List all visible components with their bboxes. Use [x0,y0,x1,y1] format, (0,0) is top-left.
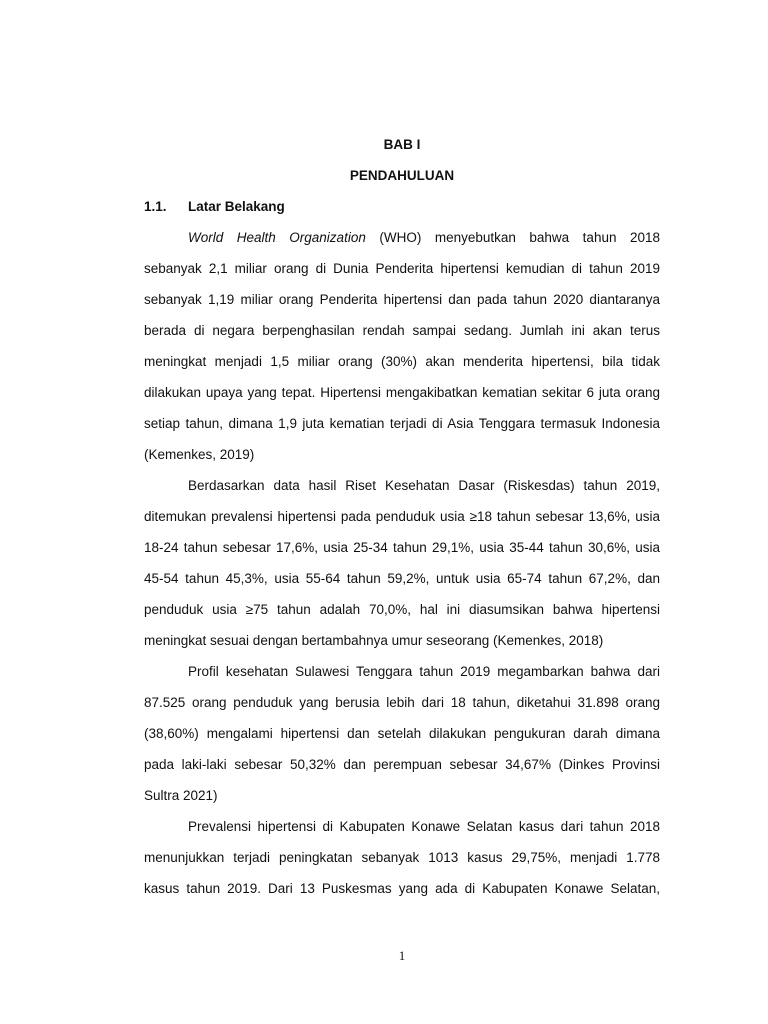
section-heading [144,199,285,215]
paragraph-1-line-2: sebanyak 2,1 miliar orang di Dunia Penderita hipertensi kemudian di tahun 2019 [144,261,660,276]
paragraph-2-line-5: penduduk usia ≥75 tahun adalah 70,0%, hal ini diasumsikan bahwa hipertensi [144,602,660,617]
paragraph-3-line-1: Profil kesehatan Sulawesi Tenggara tahun 2019 megambarkan bahwa dari [188,664,660,679]
chapter-label: BAB I [383,137,421,152]
who-italic-term: World Health Organization [188,230,366,245]
paragraph-2-line-4: 45-54 tahun 45,3%, usia 55-64 tahun 59,2%, untuk usia 65-74 tahun 67,2%, dan [144,571,660,586]
paragraph-3-line-3: (38,60%) mengalami hipertensi dan setelah dilakukan pengukuran darah dimana [144,726,660,741]
paragraph-3-line-2: 87.525 orang penduduk yang berusia lebih dari 18 tahun, diketahui 31.898 orang [144,695,660,710]
paragraph-1-line-7: setiap tahun, dimana 1,9 juta kematian terjadi di Asia Tenggara termasuk Indonesia [144,416,660,431]
paragraph-4-line-3: kasus tahun 2019. Dari 13 Puskesmas yang ada di Kabupaten Konawe Selatan, [144,881,660,896]
section-number: 1.1. [144,199,167,214]
paragraph-2-line-3: 18-24 tahun sebesar 17,6%, usia 25-34 tahun 29,1%, usia 35-44 tahun 30,6%, usia [144,540,660,555]
paragraph-1-line-1-text: (WHO) menyebutkan bahwa tahun 2018 [365,230,660,245]
paragraph-2-line-2: ditemukan prevalensi hipertensi pada penduduk usia ≥18 tahun sebesar 13,6%, usia [144,509,660,524]
paragraph-1-line-5: meningkat menjadi 1,5 miliar orang (30%) akan menderita hipertensi, bila tidak [144,354,660,369]
paragraph-1-line-6: dilakukan upaya yang tepat. Hipertensi mengakibatkan kematian sekitar 6 juta orang [144,385,660,400]
paragraph-4-line-1: Prevalensi hipertensi di Kabupaten Konawe Selatan kasus dari tahun 2018 [188,819,660,834]
section-title: Latar Belakang [188,199,285,214]
paragraph-2-line-1: Berdasarkan data hasil Riset Kesehatan Dasar (Riskesdas) tahun 2019, [188,478,660,493]
paragraph-1-line-3: sebanyak 1,19 miliar orang Penderita hipertensi dan pada tahun 2020 diantaranya [144,292,660,307]
page-number: 1 [398,948,406,963]
paragraph-3-line-4: pada laki-laki sebesar 50,32% dan perempuan sebesar 34,67% (Dinkes Provinsi [144,757,660,772]
paragraph-1-line-1 [144,222,660,253]
body-text [144,222,660,904]
paragraph-2-line-6: meningkat sesuai dengan bertambahnya umur seseorang (Kemenkes, 2018) [144,633,604,648]
paragraph-1-line-4: berada di negara berpenghasilan rendah sampai sedang. Jumlah ini akan terus [144,323,660,338]
paragraph-4-line-2: menunjukkan terjadi peningkatan sebanyak 1013 kasus 29,75%, menjadi 1.778 [144,850,660,865]
paragraph-3-line-5: Sultra 2021) [144,788,218,803]
paragraph-1-line-8: (Kemenkes, 2019) [144,447,255,462]
chapter-title: PENDAHULUAN [349,168,455,183]
